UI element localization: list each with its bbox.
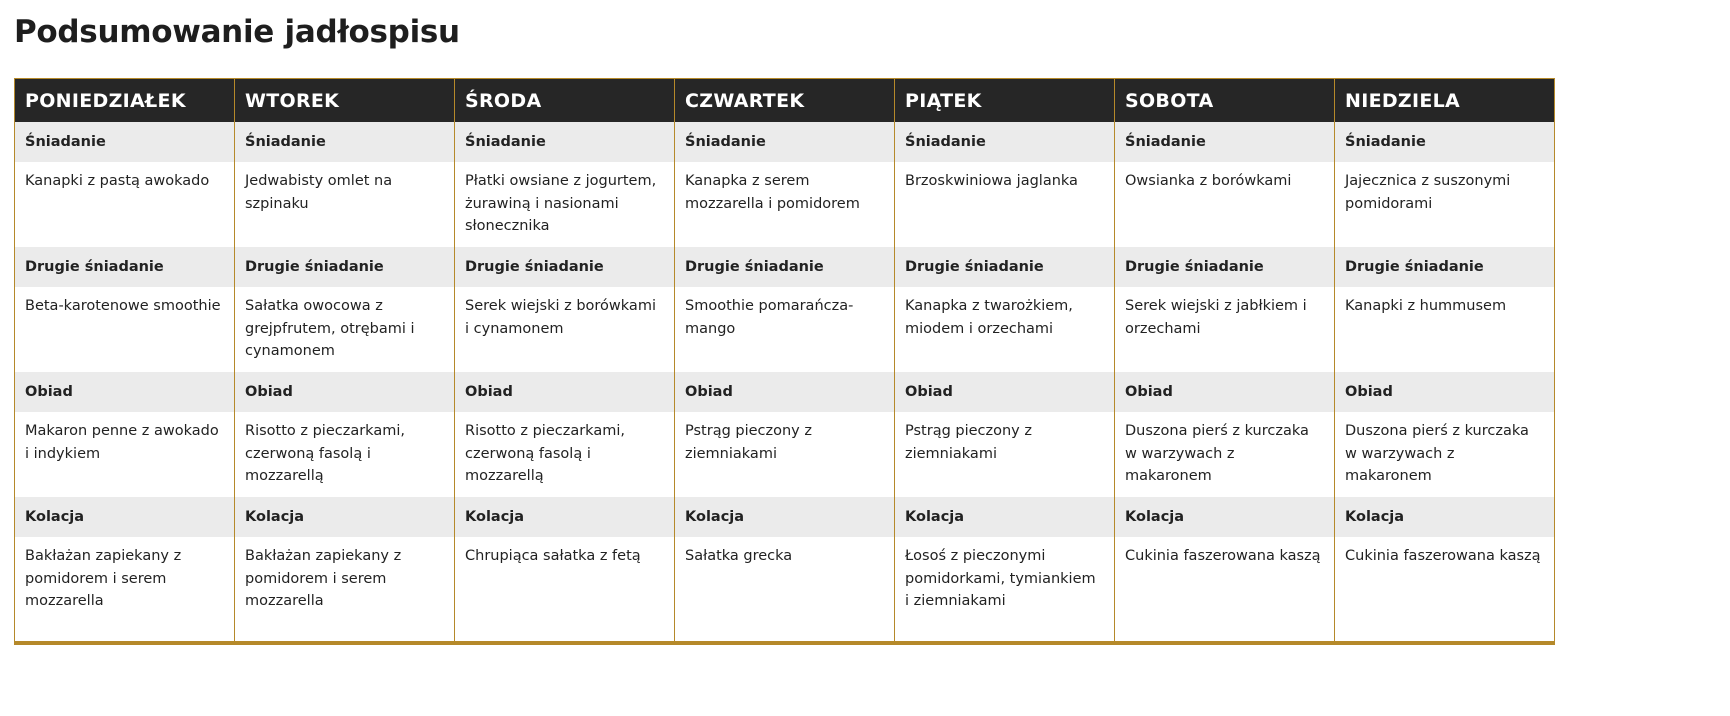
meal-content-row	[15, 537, 1555, 643]
meal-item: Makaron penne z awokado i indykiem	[15, 412, 235, 497]
meal-item: Cukinia faszerowana kaszą	[1335, 537, 1555, 643]
meal-item: Serek wiejski z borówkami i cynamonem	[455, 287, 675, 372]
day-header: WTOREK	[235, 79, 455, 123]
meal-label: Śniadanie	[1335, 122, 1555, 162]
day-header: ŚRODA	[455, 79, 675, 123]
meal-item: Duszona pierś z kurczaka w warzywach z makaronem	[1115, 412, 1335, 497]
meal-item: Chrupiąca sałatka z fetą	[455, 537, 675, 643]
day-header: CZWARTEK	[675, 79, 895, 123]
meal-label-row	[15, 122, 1555, 162]
meal-label: Obiad	[1115, 372, 1335, 412]
meal-label: Kolacja	[895, 497, 1115, 537]
day-header: NIEDZIELA	[1335, 79, 1555, 123]
meal-label: Obiad	[675, 372, 895, 412]
meal-label: Śniadanie	[15, 122, 235, 162]
meal-item: Cukinia faszerowana kaszą	[1115, 537, 1335, 643]
meal-item: Sałatka owocowa z grejpfrutem, otrębami i cynamonem	[235, 287, 455, 372]
meal-label: Śniadanie	[895, 122, 1115, 162]
meal-label: Kolacja	[675, 497, 895, 537]
meal-item: Jajecznica z suszonymi pomidorami	[1335, 162, 1555, 247]
meal-label: Drugie śniadanie	[895, 247, 1115, 287]
header-row	[15, 79, 1555, 123]
meal-label-row	[15, 372, 1555, 412]
meal-content-row	[15, 412, 1555, 497]
meal-item: Kanapki z pastą awokado	[15, 162, 235, 247]
meal-item: Kanapki z hummusem	[1335, 287, 1555, 372]
meal-item: Duszona pierś z kurczaka w warzywach z makaronem	[1335, 412, 1555, 497]
meal-label: Drugie śniadanie	[15, 247, 235, 287]
day-header: PONIEDZIAŁEK	[15, 79, 235, 123]
meal-item: Kanapka z serem mozzarella i pomidorem	[675, 162, 895, 247]
meal-label: Obiad	[455, 372, 675, 412]
meal-item: Smoothie pomarańcza-mango	[675, 287, 895, 372]
meal-label-row	[15, 247, 1555, 287]
meal-label: Śniadanie	[675, 122, 895, 162]
meal-item: Bakłażan zapiekany z pomidorem i serem mozzarella	[235, 537, 455, 643]
meal-label: Kolacja	[1115, 497, 1335, 537]
meal-label: Śniadanie	[1115, 122, 1335, 162]
meal-label: Obiad	[15, 372, 235, 412]
meal-label: Drugie śniadanie	[675, 247, 895, 287]
meal-item: Płatki owsiane z jogurtem, żurawiną i nasionami słonecznika	[455, 162, 675, 247]
meal-label: Obiad	[895, 372, 1115, 412]
meal-item: Pstrąg pieczony z ziemniakami	[895, 412, 1115, 497]
page-title: Podsumowanie jadłospisu	[14, 14, 460, 50]
menu-table	[14, 78, 1555, 645]
meal-item: Beta-karotenowe smoothie	[15, 287, 235, 372]
meal-content-row	[15, 162, 1555, 247]
day-header: PIĄTEK	[895, 79, 1115, 123]
meal-label: Drugie śniadanie	[1115, 247, 1335, 287]
meal-item: Bakłażan zapiekany z pomidorem i serem mozzarella	[15, 537, 235, 643]
meal-content-row	[15, 287, 1555, 372]
meal-label: Kolacja	[235, 497, 455, 537]
day-header: SOBOTA	[1115, 79, 1335, 123]
meal-item: Pstrąg pieczony z ziemniakami	[675, 412, 895, 497]
meal-item: Brzoskwiniowa jaglanka	[895, 162, 1115, 247]
meal-item: Łosoś z pieczonymi pomidorkami, tymiankiem i ziemniakami	[895, 537, 1115, 643]
meal-label-row	[15, 497, 1555, 537]
meal-item: Sałatka grecka	[675, 537, 895, 643]
meal-label: Drugie śniadanie	[455, 247, 675, 287]
meal-label: Drugie śniadanie	[1335, 247, 1555, 287]
meal-label: Śniadanie	[455, 122, 675, 162]
meal-label: Kolacja	[1335, 497, 1555, 537]
meal-label: Obiad	[235, 372, 455, 412]
meal-label: Drugie śniadanie	[235, 247, 455, 287]
meal-item: Owsianka z borówkami	[1115, 162, 1335, 247]
meal-item: Jedwabisty omlet na szpinaku	[235, 162, 455, 247]
meal-label: Kolacja	[15, 497, 235, 537]
meal-item: Kanapka z twarożkiem, miodem i orzechami	[895, 287, 1115, 372]
meal-label: Śniadanie	[235, 122, 455, 162]
meal-label: Obiad	[1335, 372, 1555, 412]
meal-item: Risotto z pieczarkami, czerwoną fasolą i mozzarellą	[235, 412, 455, 497]
meal-item: Risotto z pieczarkami, czerwoną fasolą i mozzarellą	[455, 412, 675, 497]
meal-item: Serek wiejski z jabłkiem i orzechami	[1115, 287, 1335, 372]
meal-label: Kolacja	[455, 497, 675, 537]
